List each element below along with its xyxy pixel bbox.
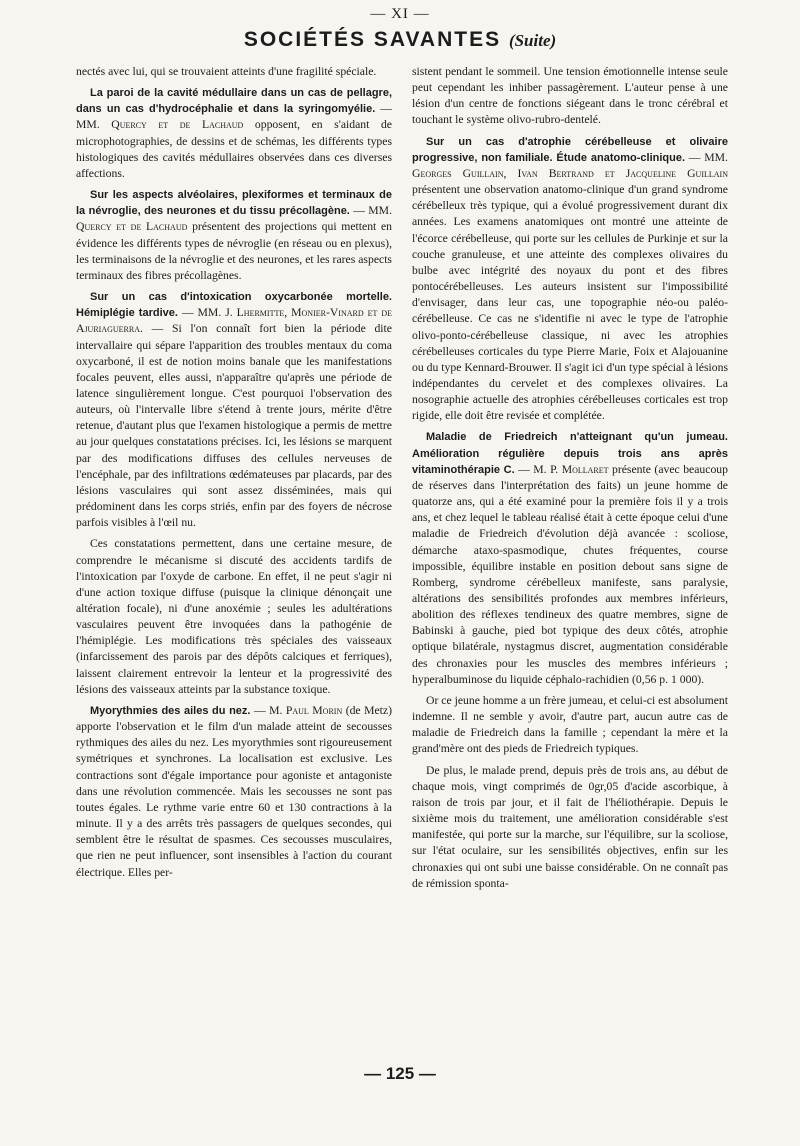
paragraph: nectés avec lui, qui se trouvaient atteints d'une fragilité spéciale. (76, 65, 377, 78)
author-lead: — M. (250, 703, 286, 717)
abstract-authors: Quercy et de Lachaud (111, 118, 244, 132)
left-column (76, 64, 392, 881)
abstract-authors: Mollaret (561, 462, 609, 476)
roman-page-number: — XI — (370, 6, 430, 22)
abstract-authors: Lhermitte, Monier-Vinard et de Ajuriaguerra. (76, 306, 392, 336)
section-header (0, 28, 800, 52)
abstract-authors: Paul Morin (285, 703, 343, 717)
abstract-body: présentent des projections qui mettent en évidence les différents types de névroglie (en réseau ou en plexus), les terminaisons de la névroglie et des neurones, et les rares aspects terminaux des fibres précollagènes. (76, 220, 392, 282)
paragraph: De plus, le malade prend, depuis près de trois ans, au début de chaque mois, vingt comprimés de 0gr,05 d'acide ascorbique, à raison de trois par jour, et il fait de l'héliothérapie. Depuis le sixième mois du traitement, une amélioration considérable s'est manifestée, qui porte sur la marche, sur l'équilibre, sur la scoliose, sur l'état oculaire, sur les sensibilités objectives, enfin sur les chronaxies qui ont subi une baisse considérable. On ne connaît pas de rémission sponta- (412, 763, 728, 890)
abstract-myorythmies (76, 703, 392, 881)
abstract-title: Sur les aspects alvéolaires, plexiformes et terminaux de la névroglie, des neurones et du tissu précollagène. (76, 189, 392, 218)
paragraph: Or ce jeune homme a un frère jumeau, et celui-ci est absolument indemne. Il ne semble y avoir, d'autre part, aucun autre cas de maladie de Friedreich dans la famille ; cependant la mère et la grand'mère ont des pieds de Friedreich typiques. (412, 693, 728, 756)
abstract-title: La paroi de la cavité médullaire dans un cas de pellagre, dans un cas d'hydrocéphalie et dans la syringomyélie. (76, 87, 392, 116)
abstract-title: Myorythmies des ailes du nez. (90, 704, 251, 717)
abstract-nevroglie (76, 187, 392, 284)
paragraph: sistent pendant le sommeil. Une tension émotionnelle intense seule peut cependant les inhiber passagèrement. L'auteur pense à une lésion d'un centre de fonctions siégeant dans le tronc cérébral et touchant le système olivo-rubro-dentelé. (412, 65, 728, 127)
header-suite: (Suite) (508, 31, 557, 50)
abstract-title: Maladie de Friedreich n'atteignant qu'un jumeau. Amélioration régulière depuis trois ans après vitaminothérapie C. (412, 431, 728, 476)
abstract-body: opposent, en s'aidant de microphotographies, de dessins et de schémas, les différents types histologiques des cavités médullaires observées dans ces diverses affections. (76, 118, 392, 180)
abstract-intoxication-oxycarbonee (76, 289, 392, 531)
author-lead: — MM. (685, 150, 728, 164)
abstract-authors: Quercy et de Lachaud (76, 220, 188, 234)
abstract-body: (de Metz) apporte l'observation et le film d'un malade atteint de secousses rythmiques des ailes du nez. Les myorythmies sont rigoureusement symétriques et synchrones. La localisation est exclusive. Les contractions sont d'égale importance pour agoniste et antagoniste dans une révolution commencée. Mais les secousses ne sont pas toutes égales. Le rythme varie entre 60 et 130 contractions à la minute. Il y a des arrêts très passagers de quelques secondes, qui semblent être le résultat de spasmes. Ces secousses musculaires, que rien ne peut influencer, sont insensibles à l'action du courant électrique. Elles per- (76, 703, 392, 879)
author-lead: — MM. (76, 102, 392, 132)
header-title: SOCIÉTÉS SAVANTES (243, 28, 502, 51)
abstract-body: présentent une observation anatomo-clinique d'un grand syndrome cérébelleux très typique, qui a évolué progressivement durant dix années. Les examens anatomiques ont montré une atteinte de l'écorce cérébelleuse, qui porte sur les cellules de Purkinje et sur la couche granuleuse, et une atteinte des complexes olivaires du bulbe avec intégrité des noyaux du pont et des fibres pontocérébelleuses. Les auteurs insistent sur l'impossibilité d'envisager, dans leur cas, une topographie néo-ou paléo-cérébelleuse. Ce cas ne s'identifie ni avec le type de l'atrophie olivo-ponto-cérébelleuse classique, ni avec les atrophies cérébelleuses corticales du type Pierre Marie, Foix et Alajouanine ou du type Kennard-Brouwer. Il s'agit ici d'un type spécial à lésions indépendantes du cervelet et des complexes olivaires. La nosographie actuelle des atrophies cérébelleuses corticales est trop rigide, elle doit être revisée et complétée. (412, 183, 728, 423)
abstract-body: — Si l'on connaît fort bien la période dite intervallaire qui sépare l'apparition des troubles mentaux du coma oxycarboné, il est de notion moins banale que les manifestations focales peuvent, elles aussi, n'apparaître qu'après une période de latence singulièrement longue. C'est pourquoi l'observation des auteurs, où l'intervalle libre s'étend à trente jours, mérite d'être retenue, d'autant plus que l'examen histologique a permis de mettre au jour quelques constatations précises. Ici, les lésions se marquent par des modifications diffuses des cellules nerveuses de l'encéphale, par des infiltrations œdémateuses par placards, par des lésions vasculaires qui sont assez disséminées, mais qui prédominent dans les corps striés, enfin par des foyers de nécrose parfois visibles à l'œil nu. (76, 322, 392, 530)
abstract-cavite-medullaire (76, 85, 392, 182)
author-lead: — MM. J. (177, 306, 237, 320)
right-column (412, 64, 728, 892)
paragraph: Ces constatations permettent, dans une certaine mesure, de comprendre le mécanisme si discuté des accidents tardifs de l'intoxication par l'oxyde de carbone. En effet, il ne peut s'agir ni d'une action toxique diffuse (puisque la clinique dénonçait une altération focale), ni d'une anoxémie ; seules les adultérations vasculaires peuvent être invoquées dans la pathogénie de l'hémiplégie. Les modifications très spéciales des vaisseaux (infarcissement des parois par des dépôts calciques et ferriques), laissent clairement entrevoir la lenteur et la progressivité des lésions des vaisseaux atteints par la substance toxique. (76, 537, 392, 696)
abstract-atrophie-cerebelleuse (412, 134, 728, 425)
abstract-title: Sur un cas d'intoxication oxycarbonée mortelle. Hémiplégie tardive. (76, 291, 392, 320)
page-number: — 125 — (364, 1064, 436, 1083)
author-lead: — M. P. (514, 462, 562, 476)
abstract-title: Sur un cas d'atrophie cérébelleuse et olivaire progressive, non familiale. Étude anatomo-clinique. (412, 135, 728, 164)
abstract-body: présente (avec beaucoup de réserves dans l'interprétation des faits) un jeune homme de quatorze ans, qui a été examiné pour la première fois il y a trois ans, et chez lequel le tableau réalisé était à cette époque celui d'une maladie de Friedreich d'évolution déjà avancée : scoliose, démarche ataxo-spasmodique, chutes fréquentes, course impossible, équilibre instable en position debout sans signe de Romberg, syndrome cérébelleux manifeste, sans paralysie, altérations des sensibilités profondes aux membres inférieurs, abolition des réflexes tendineux des quatre membres, signe de Babinski à gauche, pied bot typique des deux côtés, atrophie optique bilatérale, nystagmus discret, augmentation considérable des chronaxies pour les muscles des membres inférieurs ; hyperalbuminose du liquide céphalo-rachidien (0,56 p. 1 000). (412, 462, 728, 686)
abstract-authors: Georges Guillain, Ivan Bertrand et Jacqueline Guillain (412, 166, 728, 180)
abstract-friedreich (412, 429, 728, 688)
author-lead: — MM. (349, 204, 392, 218)
